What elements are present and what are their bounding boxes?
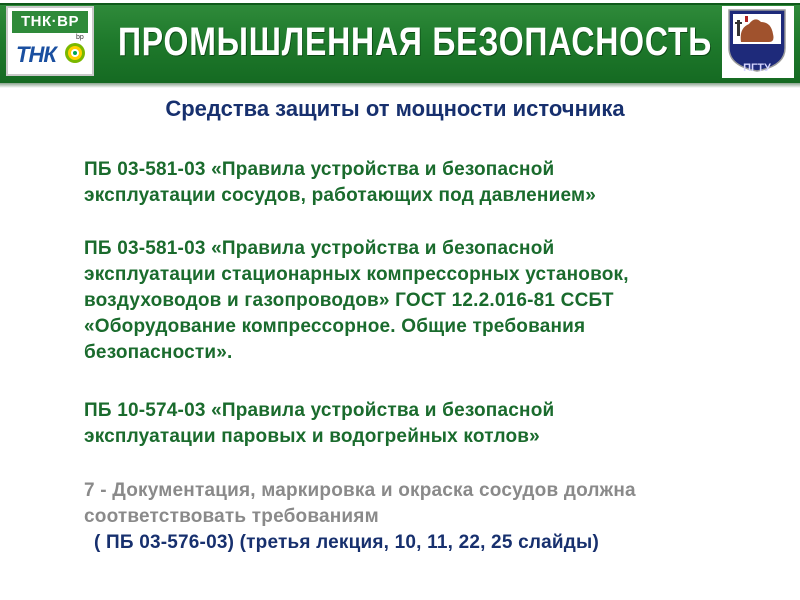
paragraph-line: ПБ 03-581-03 «Правила устройства и безопасной xyxy=(84,159,555,180)
paragraph-line: 7 - Документация, маркировка и окраска сосудов должна xyxy=(84,480,636,501)
paragraph-line: эксплуатации сосудов, работающих под давлением» xyxy=(84,185,596,206)
paragraph-line: соответствовать требованиям xyxy=(84,506,379,527)
pgtu-logo-text: ПГТУ xyxy=(743,62,771,74)
paragraph-pb-10-574-03-boilers xyxy=(84,398,744,450)
tnk-mark-text: ТНК xyxy=(16,42,56,67)
paragraph-documentation-requirements xyxy=(84,478,744,556)
reference-note: ( ПБ 03-576-03) (третья лекция, 10, 11, 22, 25 слайды) xyxy=(94,532,599,553)
paragraph-line: ПБ 10-574-03 «Правила устройства и безопасной xyxy=(84,400,555,421)
paragraph-line: «Оборудование компрессорное. Общие требования xyxy=(84,316,586,337)
paragraph-line: безопасности». xyxy=(84,342,233,363)
page-title: ПРОМЫШЛЕННАЯ БЕЗОПАСНОСТЬ xyxy=(118,20,713,64)
slide-heading: Средства защиты от мощности источника xyxy=(165,96,625,121)
paragraph-pb-03-581-03-compressors xyxy=(84,236,744,366)
bp-helios-icon xyxy=(64,42,86,64)
paragraph-pb-03-581-03-vessels xyxy=(84,157,744,209)
tnk-bp-logo-top-text: ТНК·BP xyxy=(12,11,88,33)
pgtu-logo xyxy=(722,6,794,78)
header-shadow xyxy=(0,83,800,88)
paragraph-line: ПБ 03-581-03 «Правила устройства и безопасной xyxy=(84,238,555,259)
paragraph-line: эксплуатации стационарных компрессорных установок, xyxy=(84,264,629,285)
tnk-bp-logo xyxy=(6,6,94,76)
header xyxy=(0,0,800,86)
paragraph-line: эксплуатации паровых и водогрейных котлов» xyxy=(84,426,540,447)
paragraph-line: воздуховодов и газопроводов» ГОСТ 12.2.016-81 ССБТ xyxy=(84,290,614,311)
bp-small-text: bp xyxy=(76,34,84,41)
